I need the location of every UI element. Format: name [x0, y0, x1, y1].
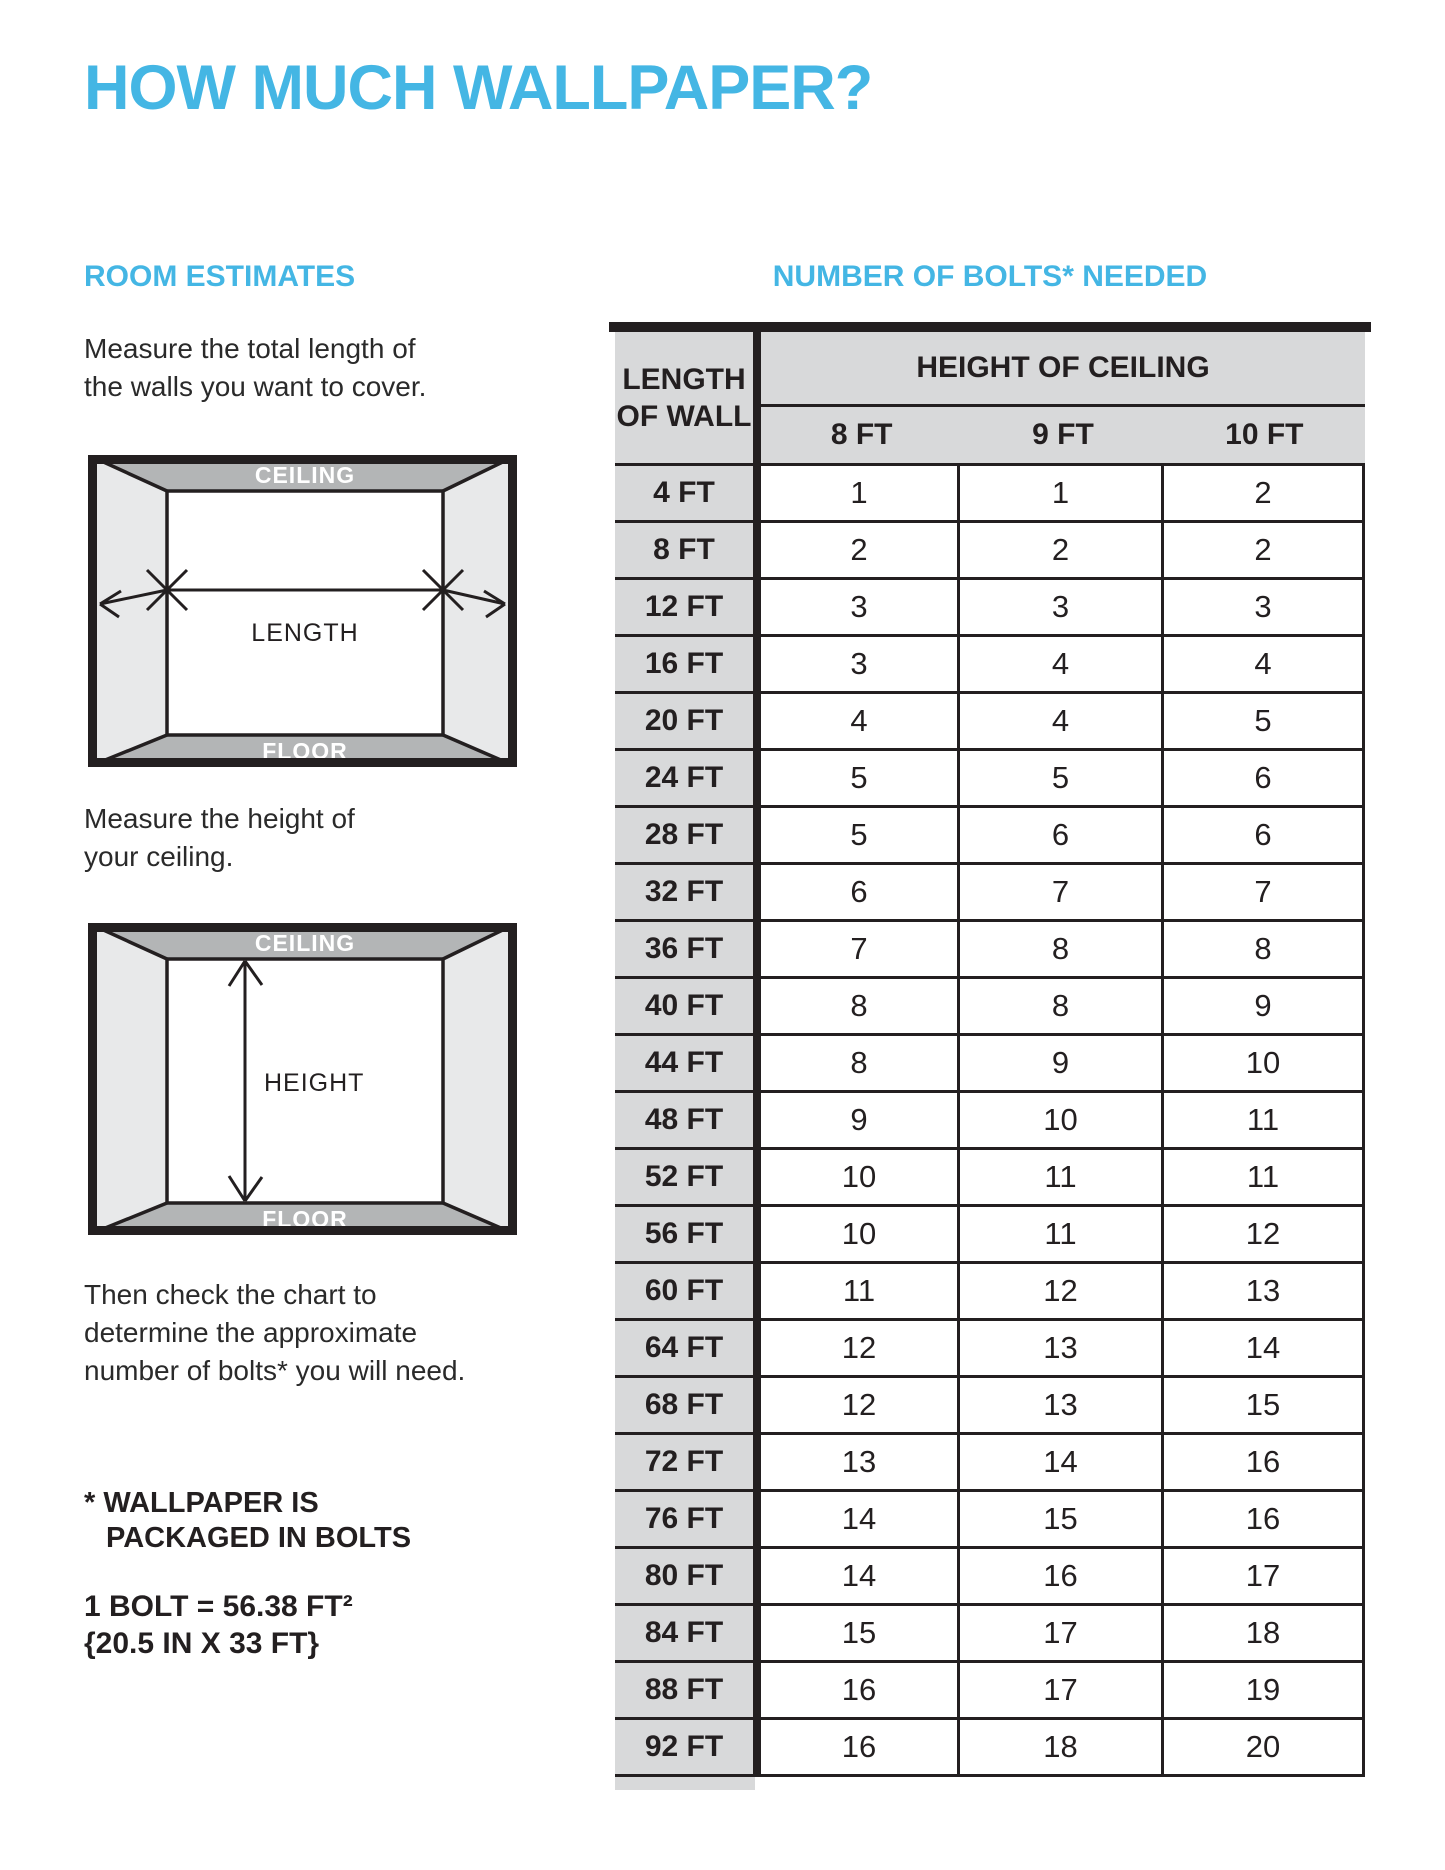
instruction-line: number of bolts* you will need.: [84, 1355, 466, 1386]
bolt-count-cell: 10: [957, 1093, 1161, 1147]
bolt-count-cell: 18: [957, 1720, 1161, 1774]
left-wall: [88, 923, 167, 1235]
row-length-label: 44 FT: [615, 1036, 753, 1090]
table-row: [615, 748, 1365, 805]
bolt-size-line: 1 BOLT = 56.38 FT²: [84, 1590, 353, 1623]
bolt-count-cell: 7: [1161, 865, 1365, 919]
room-height-diagram: [88, 923, 517, 1235]
left-wall: [88, 455, 167, 767]
room-height-diagram-svg: [88, 923, 517, 1235]
height-of-ceiling-header-group: [753, 332, 1365, 463]
bolt-count-cell: 14: [1161, 1321, 1365, 1375]
row-length-label: 40 FT: [615, 979, 753, 1033]
table-body: [615, 463, 1365, 1777]
row-length-label: 72 FT: [615, 1435, 753, 1489]
right-wall: [443, 923, 517, 1235]
bolt-count-cell: 19: [1161, 1663, 1365, 1717]
bolt-count-cell: 12: [753, 1378, 957, 1432]
bolt-count-cell: 4: [957, 694, 1161, 748]
bolt-count-cell: 10: [753, 1207, 957, 1261]
ceiling-height-columns: [761, 407, 1365, 463]
bolt-count-cell: 12: [957, 1264, 1161, 1318]
bolt-count-cell: 9: [753, 1093, 957, 1147]
table-row: [615, 463, 1365, 520]
instruction-line: the walls you want to cover.: [84, 371, 427, 402]
bolt-count-cell: 8: [1161, 922, 1365, 976]
bolt-count-cell: 4: [1161, 637, 1365, 691]
instruction-line: your ceiling.: [84, 841, 234, 872]
bolt-size-line: {20.5 IN X 33 FT}: [84, 1627, 320, 1660]
ceiling-label: CEILING: [254, 462, 356, 488]
bolt-count-cell: 16: [753, 1663, 957, 1717]
row-length-label: 76 FT: [615, 1492, 753, 1546]
instruction-line: Measure the total length of: [84, 333, 416, 364]
room-length-diagram-svg: [88, 455, 517, 767]
back-wall: [167, 491, 443, 735]
length-of-wall-header: [615, 332, 753, 463]
bolt-count-cell: 12: [753, 1321, 957, 1375]
bolt-count-cell: 5: [957, 751, 1161, 805]
bolt-count-cell: 2: [753, 523, 957, 577]
row-length-label: 52 FT: [615, 1150, 753, 1204]
row-length-label: 84 FT: [615, 1606, 753, 1660]
table-row: [615, 520, 1365, 577]
bolt-count-cell: 8: [957, 979, 1161, 1033]
bolt-count-cell: 3: [1161, 580, 1365, 634]
table-row: [615, 1375, 1365, 1432]
bolt-count-cell: 6: [753, 865, 957, 919]
bolt-count-cell: 3: [753, 637, 957, 691]
bolt-count-cell: 9: [1161, 979, 1365, 1033]
bolt-count-cell: 17: [957, 1663, 1161, 1717]
table-row: [615, 976, 1365, 1033]
bolt-count-cell: 10: [753, 1150, 957, 1204]
row-length-label: 48 FT: [615, 1093, 753, 1147]
column-header-10ft: 10 FT: [1225, 418, 1304, 451]
bolt-count-cell: 16: [753, 1720, 957, 1774]
bolt-count-cell: 16: [1161, 1435, 1365, 1489]
row-length-label: 16 FT: [615, 637, 753, 691]
length-label: LENGTH: [251, 619, 359, 647]
bolt-count-cell: 13: [957, 1321, 1161, 1375]
bolt-count-cell: 13: [1161, 1264, 1365, 1318]
instruction-line: determine the approximate: [84, 1317, 418, 1348]
bolt-count-cell: 10: [1161, 1036, 1365, 1090]
bolt-count-cell: 2: [1161, 523, 1365, 577]
table-row: [615, 1147, 1365, 1204]
table-row: [615, 1546, 1365, 1603]
bolt-count-cell: 3: [957, 580, 1161, 634]
table-row: [615, 862, 1365, 919]
bolt-count-cell: 1: [753, 466, 957, 520]
row-length-label: 88 FT: [615, 1663, 753, 1717]
bolt-count-cell: 5: [753, 808, 957, 862]
table-bottom-strip: [615, 1777, 755, 1790]
bolt-count-cell: 2: [1161, 466, 1365, 520]
right-wall: [443, 455, 517, 767]
bolt-count-cell: 16: [957, 1549, 1161, 1603]
bolt-count-cell: 8: [753, 979, 957, 1033]
ceiling-label: CEILING: [254, 930, 356, 956]
height-of-ceiling-header: HEIGHT OF CEILING: [761, 332, 1365, 407]
bolts-footnote: [84, 1486, 411, 1556]
column-header-9ft: 9 FT: [1032, 418, 1094, 451]
table-row: [615, 691, 1365, 748]
measure-length-instruction: [84, 330, 426, 406]
bolt-count-cell: 11: [753, 1264, 957, 1318]
bolt-count-cell: 7: [753, 922, 957, 976]
bolt-size-info: [84, 1588, 353, 1662]
bolt-count-cell: 8: [957, 922, 1161, 976]
bolts-table-heading: NUMBER OF BOLTS* NEEDED: [772, 260, 1208, 293]
bolt-count-cell: 13: [753, 1435, 957, 1489]
bolt-count-cell: 11: [1161, 1150, 1365, 1204]
check-chart-instruction: [84, 1276, 465, 1390]
bolt-count-cell: 1: [957, 466, 1161, 520]
height-label: HEIGHT: [264, 1069, 365, 1097]
bolt-count-cell: 15: [957, 1492, 1161, 1546]
row-length-label: 80 FT: [615, 1549, 753, 1603]
bolt-count-cell: 4: [753, 694, 957, 748]
table-row: [615, 1432, 1365, 1489]
bolt-count-cell: 18: [1161, 1606, 1365, 1660]
bolt-count-cell: 13: [957, 1378, 1161, 1432]
bolt-count-cell: 3: [753, 580, 957, 634]
row-length-label: 8 FT: [615, 523, 753, 577]
bolt-count-cell: 7: [957, 865, 1161, 919]
measure-height-instruction: [84, 800, 355, 876]
row-length-label: 56 FT: [615, 1207, 753, 1261]
bolt-count-cell: 15: [1161, 1378, 1365, 1432]
bolt-count-cell: 5: [1161, 694, 1365, 748]
row-length-label: 32 FT: [615, 865, 753, 919]
footnote-line: * WALLPAPER IS: [84, 1487, 319, 1519]
bolt-count-cell: 15: [753, 1606, 957, 1660]
table-row: [615, 1660, 1365, 1717]
table-row: [615, 577, 1365, 634]
bolt-count-cell: 2: [957, 523, 1161, 577]
bolt-count-cell: 11: [957, 1207, 1161, 1261]
table-row: [615, 1204, 1365, 1261]
row-length-label: 92 FT: [615, 1720, 753, 1774]
bolt-count-cell: 8: [753, 1036, 957, 1090]
table-row: [615, 919, 1365, 976]
bolt-count-cell: 17: [957, 1606, 1161, 1660]
instruction-line: Measure the height of: [84, 803, 355, 834]
bolt-count-cell: 14: [753, 1492, 957, 1546]
page-title: HOW MUCH WALLPAPER?: [84, 53, 873, 123]
row-length-label: 36 FT: [615, 922, 753, 976]
row-length-label: 64 FT: [615, 1321, 753, 1375]
table-header: [615, 332, 1365, 463]
bolt-count-cell: 6: [957, 808, 1161, 862]
bolt-count-cell: 4: [957, 637, 1161, 691]
instruction-line: Then check the chart to: [84, 1279, 377, 1310]
room-estimates-heading: ROOM ESTIMATES: [84, 260, 356, 293]
bolt-count-cell: 16: [1161, 1492, 1365, 1546]
bolt-count-cell: 14: [753, 1549, 957, 1603]
table-row: [615, 805, 1365, 862]
column-header-8ft: 8 FT: [830, 418, 893, 451]
bolt-count-cell: 11: [957, 1150, 1161, 1204]
row-length-label: 60 FT: [615, 1264, 753, 1318]
footnote-line: PACKAGED IN BOLTS: [106, 1522, 412, 1554]
table-row: [615, 1033, 1365, 1090]
row-length-label: 20 FT: [615, 694, 753, 748]
row-length-label: 12 FT: [615, 580, 753, 634]
row-length-label: 28 FT: [615, 808, 753, 862]
table-row: [615, 1261, 1365, 1318]
floor-label: FLOOR: [262, 1206, 348, 1232]
row-length-label: 4 FT: [615, 466, 753, 520]
table-row: [615, 1318, 1365, 1375]
table-row: [615, 1090, 1365, 1147]
table-row: [615, 1603, 1365, 1660]
bolt-count-cell: 9: [957, 1036, 1161, 1090]
bolt-count-cell: 6: [1161, 751, 1365, 805]
bolt-count-cell: 5: [753, 751, 957, 805]
table-top-bar: [609, 322, 1371, 332]
table-row: [615, 634, 1365, 691]
row-length-label: 68 FT: [615, 1378, 753, 1432]
table-row: [615, 1489, 1365, 1546]
bolt-count-cell: 20: [1161, 1720, 1365, 1774]
table-row: [615, 1717, 1365, 1774]
bolt-count-cell: 14: [957, 1435, 1161, 1489]
room-length-diagram: [88, 455, 517, 767]
row-length-label: 24 FT: [615, 751, 753, 805]
bolt-count-cell: 12: [1161, 1207, 1365, 1261]
length-header-line: OF WALL: [616, 399, 752, 433]
bolt-count-cell: 17: [1161, 1549, 1365, 1603]
bolt-count-cell: 11: [1161, 1093, 1365, 1147]
floor-label: FLOOR: [262, 738, 348, 764]
length-header-line: LENGTH: [622, 362, 746, 396]
bolt-count-cell: 6: [1161, 808, 1365, 862]
